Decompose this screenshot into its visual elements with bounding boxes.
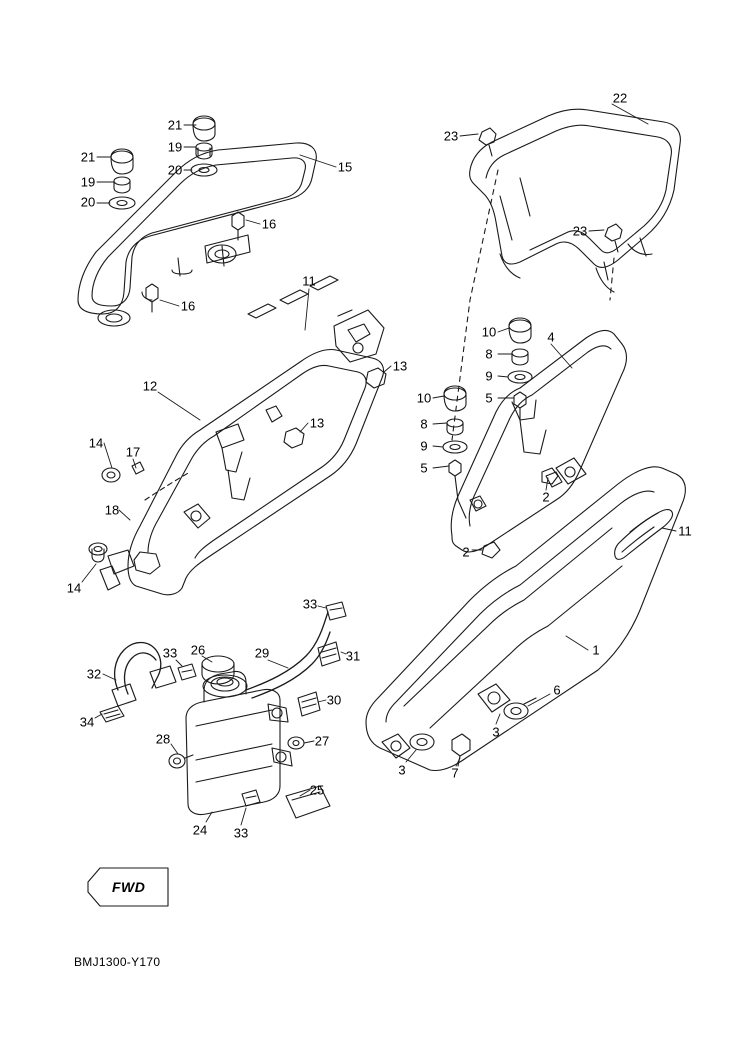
callout-number: 17 bbox=[125, 444, 141, 460]
callout-number: 5 bbox=[485, 390, 493, 406]
callout-number: 2 bbox=[462, 544, 470, 560]
callout-number: 3 bbox=[492, 724, 500, 740]
callout-number: 33 bbox=[233, 825, 249, 841]
callout-number: 19 bbox=[167, 139, 183, 155]
callout-number: 11 bbox=[678, 523, 692, 539]
callout-number: 9 bbox=[485, 368, 493, 384]
drawing-code: BMJ1300-Y170 bbox=[74, 955, 161, 969]
callout-number: 29 bbox=[254, 645, 270, 661]
callout-number: 5 bbox=[420, 460, 428, 476]
callout-number: 33 bbox=[162, 645, 178, 661]
callout-number: 18 bbox=[104, 502, 120, 518]
callout-number: 12 bbox=[142, 378, 158, 394]
callout-number: 11 bbox=[302, 273, 316, 289]
callout-number: 2 bbox=[542, 489, 550, 505]
callout-number: 16 bbox=[180, 298, 196, 314]
callout-number: 31 bbox=[345, 648, 361, 664]
callout-number: 6 bbox=[553, 682, 561, 698]
callout-number: 20 bbox=[80, 194, 96, 210]
callout-number: 7 bbox=[451, 765, 459, 781]
callout-number: 24 bbox=[192, 822, 208, 838]
callout-number: 13 bbox=[392, 358, 408, 374]
callout-number: 14 bbox=[88, 435, 104, 451]
callout-number: 28 bbox=[155, 731, 171, 747]
callout-number: 15 bbox=[337, 159, 353, 175]
callout-number: 23 bbox=[572, 223, 588, 239]
callout-number: 26 bbox=[190, 642, 206, 658]
callout-number: 9 bbox=[420, 438, 428, 454]
callout-number: 14 bbox=[66, 580, 82, 596]
callout-number: 19 bbox=[80, 174, 96, 190]
callout-number: 30 bbox=[326, 692, 342, 708]
callout-number: 10 bbox=[481, 324, 497, 340]
callout-number: 25 bbox=[309, 782, 325, 798]
callout-number: 4 bbox=[547, 329, 555, 345]
callout-number: 21 bbox=[80, 149, 96, 165]
callout-number: 8 bbox=[420, 416, 428, 432]
callout-number: 20 bbox=[167, 162, 183, 178]
callout-number: 27 bbox=[314, 733, 330, 749]
forward-direction-label: FWD bbox=[112, 879, 146, 895]
callout-number: 32 bbox=[86, 666, 102, 682]
callout-number: 21 bbox=[167, 117, 183, 133]
callout-number: 23 bbox=[443, 128, 459, 144]
callout-number: 1 bbox=[592, 642, 600, 658]
callout-number: 34 bbox=[79, 714, 95, 730]
callout-number: 8 bbox=[485, 346, 493, 362]
callout-number: 3 bbox=[398, 762, 406, 778]
callout-number: 13 bbox=[309, 415, 325, 431]
callout-number: 33 bbox=[302, 596, 318, 612]
callout-number: 16 bbox=[261, 216, 277, 232]
callout-number: 22 bbox=[612, 90, 628, 106]
callout-number: 10 bbox=[416, 390, 432, 406]
